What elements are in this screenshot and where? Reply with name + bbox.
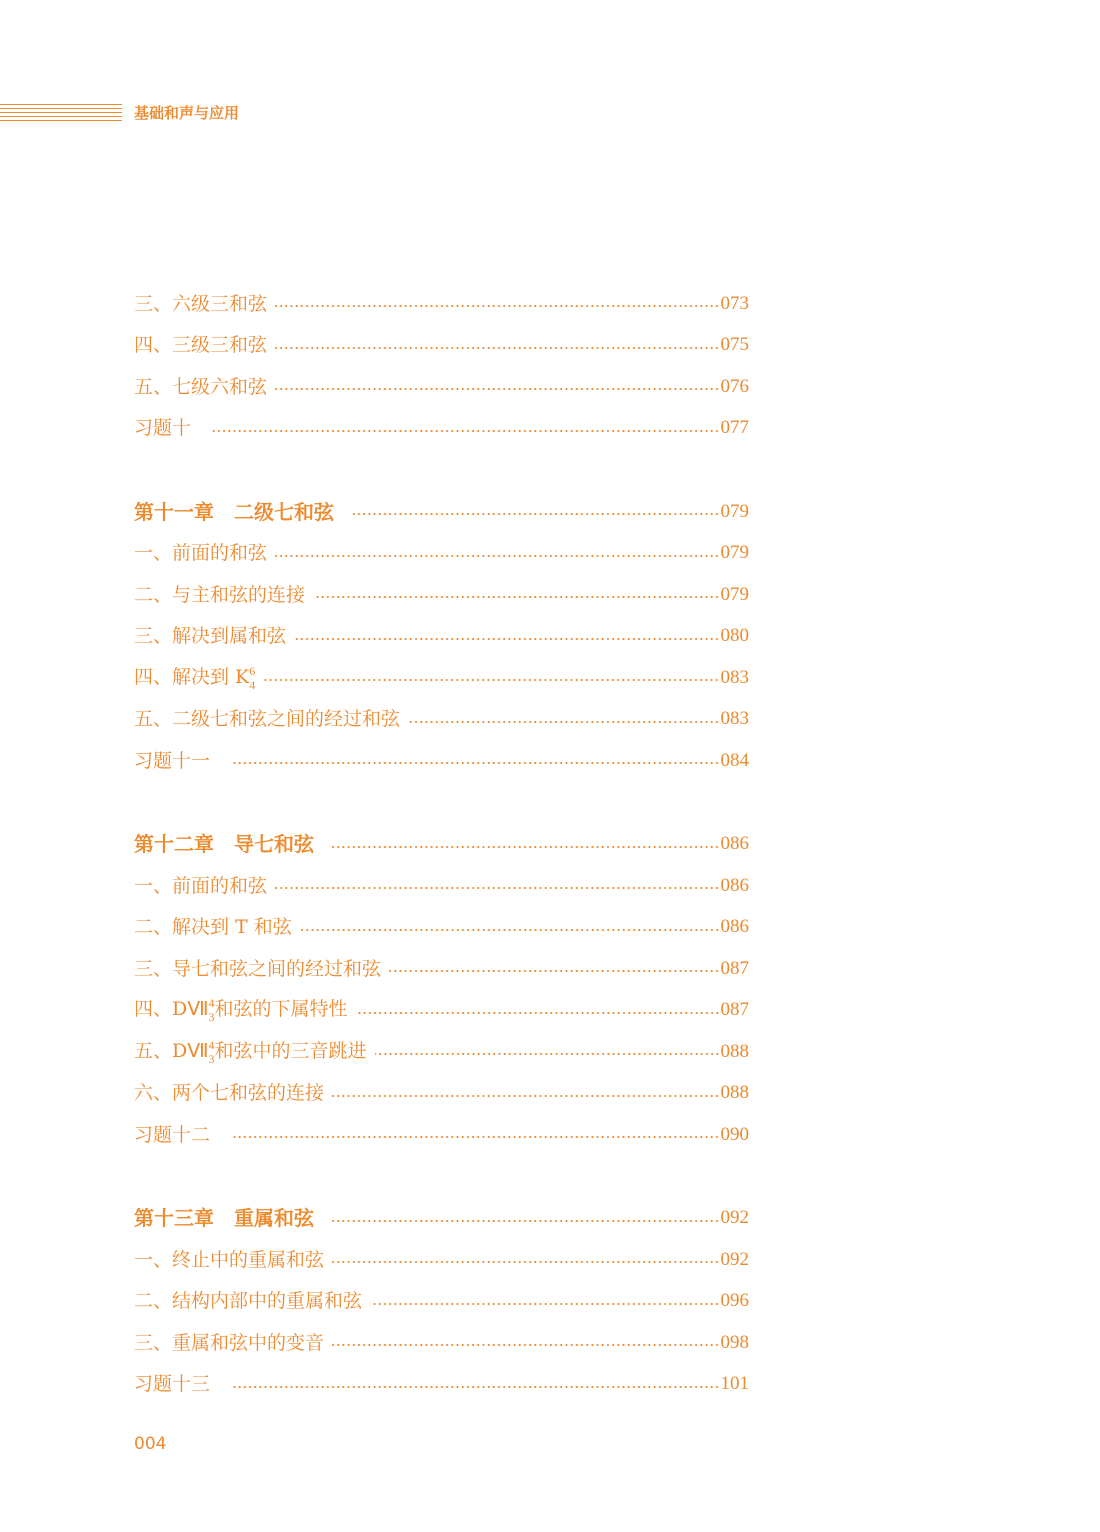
toc-entry[interactable]: 四、解决到 $K^6_4$ 083 <box>134 663 749 692</box>
toc-entry-exercise[interactable]: 习题十 077 <box>134 417 749 440</box>
toc-entry[interactable]: 五、七级六和弦 076 <box>134 375 749 398</box>
toc-entry[interactable]: 五、DⅦ$^4_3$和弦中的三音跳进 088 <box>134 1037 749 1066</box>
toc-entry-exercise[interactable]: 习题十三 101 <box>134 1373 749 1396</box>
table-of-contents <box>134 283 749 1405</box>
toc-entry[interactable]: 四、DⅦ$^4_3$和弦的下属特性 087 <box>134 996 749 1025</box>
toc-entry[interactable]: 五、二级七和弦之间的经过和弦 083 <box>134 708 749 731</box>
toc-entry[interactable]: 二、解决到 T 和弦 086 <box>134 916 749 939</box>
toc-entry[interactable]: 六、两个七和弦的连接 088 <box>134 1082 749 1105</box>
toc-entry[interactable]: 三、导七和弦之间的经过和弦 087 <box>134 957 749 980</box>
toc-chapter-13[interactable]: 第十三章 重属和弦 092 <box>134 1206 749 1231</box>
page-number: 004 <box>134 1434 167 1454</box>
toc-entry[interactable]: 四、三级三和弦 075 <box>134 334 749 357</box>
toc-entry[interactable]: 二、结构内部中的重属和弦 096 <box>134 1290 749 1313</box>
toc-entry[interactable]: 一、前面的和弦 079 <box>134 542 749 565</box>
toc-entry[interactable]: 三、解决到属和弦 080 <box>134 625 749 648</box>
toc-entry-exercise[interactable]: 习题十二 090 <box>134 1123 749 1146</box>
toc-entry[interactable]: 二、与主和弦的连接 079 <box>134 583 749 606</box>
toc-entry[interactable]: 一、终止中的重属和弦 092 <box>134 1248 749 1271</box>
toc-entry[interactable]: 三、六级三和弦 073 <box>134 292 749 315</box>
toc-chapter-11[interactable]: 第十一章 二级七和弦 079 <box>134 499 749 524</box>
toc-entry[interactable]: 三、重属和弦中的变音 098 <box>134 1331 749 1354</box>
running-header-title: 基础和声与应用 <box>134 104 240 122</box>
toc-entry-exercise[interactable]: 习题十一 084 <box>134 749 749 772</box>
header-decoration-lines <box>0 102 122 122</box>
toc-chapter-12[interactable]: 第十二章 导七和弦 086 <box>134 832 749 857</box>
toc-entry[interactable]: 一、前面的和弦 086 <box>134 874 749 897</box>
